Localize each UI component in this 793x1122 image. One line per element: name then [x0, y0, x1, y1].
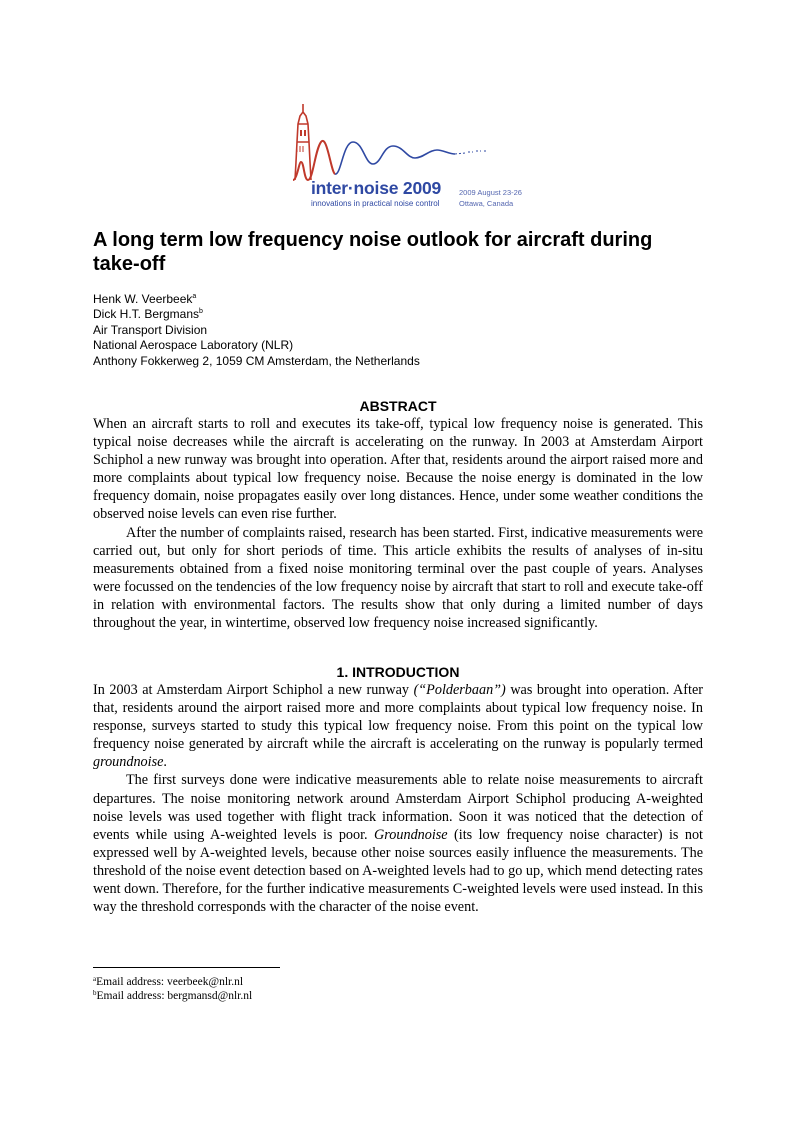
affiliation-division: Air Transport Division — [93, 322, 208, 337]
introduction-text — [93, 681, 703, 916]
logo-graphic — [283, 102, 543, 182]
sound-wave-icon-blue — [335, 142, 455, 174]
term-groundnoise: groundnoise — [93, 754, 164, 771]
affiliation-lab: National Aerospace Laboratory (NLR) — [93, 338, 294, 353]
abstract-heading: ABSTRACT — [359, 398, 437, 414]
author-2: Dick H.T. Bergmans$^b$ — [93, 307, 203, 322]
logo-tagline: innovations in practical noise control — [311, 199, 440, 208]
footnote-divider — [93, 967, 280, 968]
conference-logo — [283, 102, 543, 214]
footnote-b: $^b$Email address: bergmansd@nlr.nl — [93, 989, 253, 1002]
author-block — [93, 292, 703, 369]
paper-title: A long term low frequency noise outlook for aircraft during take-off — [93, 229, 653, 275]
author-1-mark: a — [192, 293, 197, 300]
logo-date: 2009 August 23-26 — [459, 188, 522, 197]
abstract-paragraph-1: When an aircraft starts to roll and executes its take-off, typical low frequency noise is generated. This typical noise decreases while the aircraft is accelerating on the runway. In 2003 at Amsterdam Airport Schiphol a new runway was brought into operation. After that, residents around the airport raised more and more complaints about typical low frequency noise. Because the noise energy is dominated in the low frequency domain, noise propagates easily over long distances. Hence, under some weather conditions the observed noise levels can even rise further. — [93, 416, 703, 523]
introduction-paragraph-1: In 2003 at Amsterdam Airport Schiphol a new runway (“Polderbaan”) was brought into operation. After that, residents around the airport raised more and more complaints about typical low frequency noise. In response, surveys started to study this typical low frequency noise. From this point on the typical low frequency noise generated by aircraft while the aircraft is accelerating on the runway is popularly termed groundnoise. — [93, 682, 703, 771]
footnotes — [93, 975, 493, 1003]
runway-name: (“Polderbaan”) — [413, 682, 506, 698]
affiliation-address: Anthony Fokkerweg 2, 1059 CM Amsterdam, the Netherlands — [93, 353, 420, 368]
logo-place: Ottawa, Canada — [459, 199, 514, 208]
introduction-heading: 1. INTRODUCTION — [336, 664, 460, 680]
author-1: Henk W. Veerbeek$^a$ — [93, 292, 197, 306]
sound-wave-icon-red — [293, 141, 335, 180]
logo-wordmark: inter·noise 2009 — [311, 178, 442, 198]
abstract-paragraph-2: After the number of complaints raised, research has been started. First, indicative measurements were carried out, but only for short periods of time. This article exhibits the results of analyses of in-situ measurements obtained from a fixed noise monitoring terminal over the past couple of years. Analyses were focussed on the tendencies of the low frequency noise by aircraft that start to roll and execute take-off in relation with environmental factors. The results show that only during a limited number of days throughout the year, in wintertime, observed low frequency noise increased significantly. — [93, 524, 703, 632]
term-groundnoise-2: Groundnoise — [374, 826, 448, 843]
introduction-paragraph-2: The first surveys done were indicative measurements able to relate noise measurements to aircraft departures. The noise monitoring network around Amsterdam Airport Schiphol producing A-weighted noise levels was used together with flight track information. Soon it was noticed that the detection of events while using A-weighted levels is poor. Groundnoise (its low frequency noise character) is not expressed well by A-weighted levels, because other noise sources easily influence the measurements. The threshold of the noise event detection based on A-weighted levels had to go up, which mend detecting rates went down. Therefore, for the further indicative measurements C-weighted levels were used instead. In this way the threshold corresponds with the character of the noise event. — [93, 772, 703, 916]
abstract-text — [93, 415, 703, 632]
footnote-a: $^a$Email address: veerbeek@nlr.nl — [93, 975, 244, 988]
author-2-mark: b — [199, 308, 203, 316]
